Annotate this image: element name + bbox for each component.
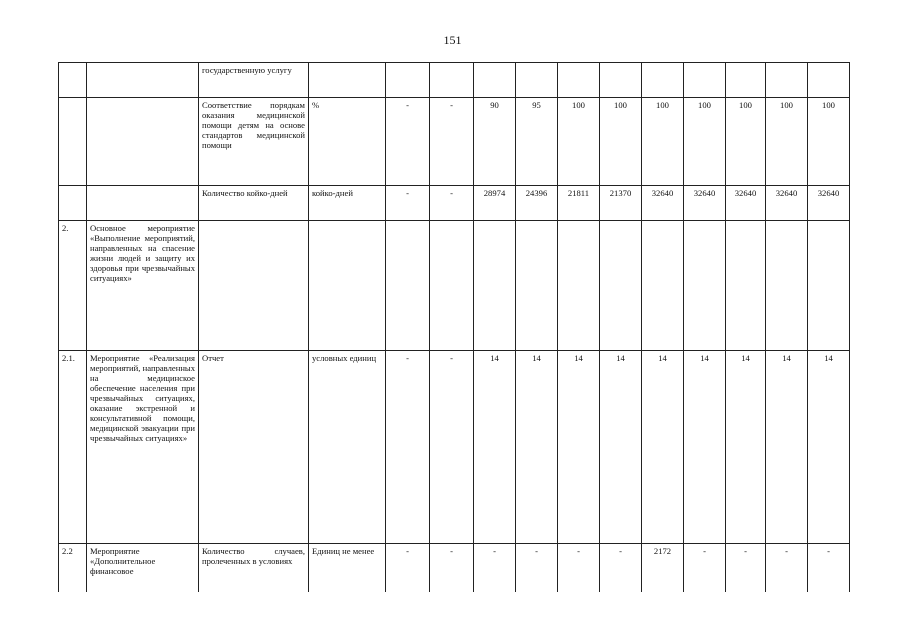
indicator-value: - — [386, 186, 430, 221]
indicator-value: - — [766, 544, 808, 592]
indicator-value — [516, 63, 558, 98]
indicator-value: - — [430, 351, 474, 544]
indicator-value: 14 — [474, 351, 516, 544]
row-number — [59, 98, 87, 186]
indicator-value — [600, 63, 642, 98]
table-row — [59, 98, 850, 186]
row-number: 2.1. — [59, 351, 87, 544]
indicator-value: - — [430, 544, 474, 592]
indicator-value: 14 — [726, 351, 766, 544]
table-row — [59, 221, 850, 351]
indicator-value: 14 — [516, 351, 558, 544]
indicator-value — [808, 63, 850, 98]
indicator-value: 100 — [684, 98, 726, 186]
unit-of-measure: койко-дней — [309, 186, 386, 221]
indicator-value — [474, 221, 516, 351]
row-number: 2.2 — [59, 544, 87, 592]
activity-name — [87, 63, 199, 98]
unit-of-measure: Единиц не менее — [309, 544, 386, 592]
indicator-value: 100 — [766, 98, 808, 186]
unit-of-measure: % — [309, 98, 386, 186]
indicator-value — [726, 221, 766, 351]
indicator-value: 21811 — [558, 186, 600, 221]
indicator-value — [642, 63, 684, 98]
row-number — [59, 186, 87, 221]
indicator-value — [726, 63, 766, 98]
indicator-value — [684, 221, 726, 351]
indicator-value — [766, 221, 808, 351]
indicator-value — [386, 63, 430, 98]
indicator-value: 95 — [516, 98, 558, 186]
indicator-value — [766, 63, 808, 98]
activity-name — [87, 98, 199, 186]
indicator-value — [430, 63, 474, 98]
indicator-value: 100 — [808, 98, 850, 186]
indicator-value — [386, 221, 430, 351]
indicator-value: 32640 — [642, 186, 684, 221]
indicator-value: - — [386, 351, 430, 544]
indicator-value — [474, 63, 516, 98]
row-number: 2. — [59, 221, 87, 351]
indicator-value — [808, 221, 850, 351]
indicator-value: 14 — [558, 351, 600, 544]
indicator-value: - — [430, 186, 474, 221]
program-indicators-table — [58, 62, 850, 592]
indicator-value: 100 — [558, 98, 600, 186]
unit-of-measure — [309, 63, 386, 98]
table-row — [59, 544, 850, 592]
indicator-value: 2172 — [642, 544, 684, 592]
indicator-name: Отчет — [199, 351, 309, 544]
activity-name: Мероприятие «Реализация мероприятий, направленных на медицинское обеспечение населения при чрезвычайных ситуациях, оказание экстренной и консультативной помощи, медицинской эвакуации при чрезвычайных ситуациях» — [87, 351, 199, 544]
row-number — [59, 63, 87, 98]
indicator-value — [600, 221, 642, 351]
indicator-value: 32640 — [726, 186, 766, 221]
unit-of-measure — [309, 221, 386, 351]
indicator-value: 21370 — [600, 186, 642, 221]
activity-name: Основное мероприятие «Выполнение мероприятий, направленных на спасение жизни людей и защиту их здоровья при чрезвычайных ситуациях» — [87, 221, 199, 351]
indicator-value — [430, 221, 474, 351]
indicator-name: Количество случаев, пролеченных в условиях — [199, 544, 309, 592]
indicator-value: - — [386, 98, 430, 186]
table-row — [59, 351, 850, 544]
indicator-value: - — [684, 544, 726, 592]
indicator-name: Соответствие порядкам оказания медицинской помощи детям на основе стандартов медицинской помощи — [199, 98, 309, 186]
indicator-value: 14 — [642, 351, 684, 544]
indicator-value: 32640 — [684, 186, 726, 221]
indicator-value: - — [430, 98, 474, 186]
unit-of-measure: условных единиц — [309, 351, 386, 544]
indicator-value: 100 — [642, 98, 684, 186]
indicator-value: 24396 — [516, 186, 558, 221]
indicator-value — [642, 221, 684, 351]
indicator-value — [558, 221, 600, 351]
indicator-value: - — [474, 544, 516, 592]
indicator-value: - — [558, 544, 600, 592]
indicator-value — [516, 221, 558, 351]
indicator-value: 14 — [808, 351, 850, 544]
indicator-value: - — [600, 544, 642, 592]
indicator-name: государственную услугу — [199, 63, 309, 98]
indicator-value — [558, 63, 600, 98]
indicator-value: 32640 — [808, 186, 850, 221]
indicator-value: - — [808, 544, 850, 592]
indicator-value: 28974 — [474, 186, 516, 221]
page-number: 151 — [443, 33, 462, 47]
indicator-value: 100 — [726, 98, 766, 186]
indicator-name — [199, 221, 309, 351]
indicator-value: - — [726, 544, 766, 592]
indicator-value: 90 — [474, 98, 516, 186]
indicator-value: - — [386, 544, 430, 592]
indicator-value: 14 — [766, 351, 808, 544]
indicator-value: 14 — [684, 351, 726, 544]
indicator-value: 100 — [600, 98, 642, 186]
indicator-value: - — [516, 544, 558, 592]
activity-name: Мероприятие «Дополнительное финансовое — [87, 544, 199, 592]
indicator-value: 14 — [600, 351, 642, 544]
indicator-value — [684, 63, 726, 98]
indicator-name: Количество койко-дней — [199, 186, 309, 221]
activity-name — [87, 186, 199, 221]
indicator-value: 32640 — [766, 186, 808, 221]
table-row — [59, 186, 850, 221]
table-row — [59, 63, 850, 98]
